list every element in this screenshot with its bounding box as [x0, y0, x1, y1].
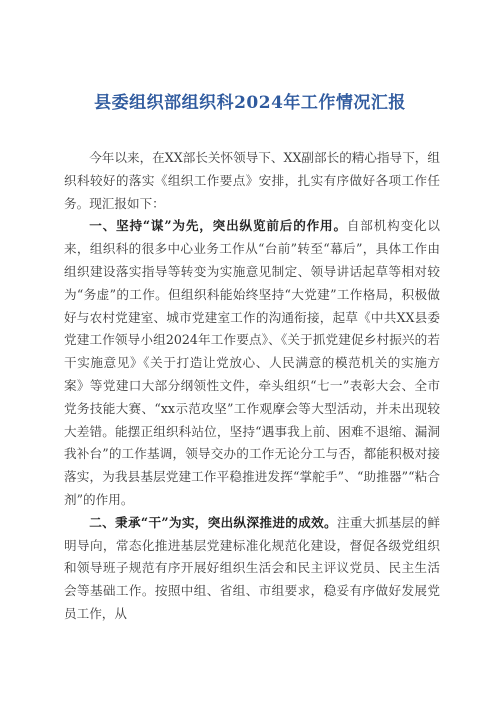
document-title: 县委组织部组织科2024年工作情况汇报	[94, 93, 406, 113]
section-text-2: 注重大抓基层的鲜明导向，常态化推进基层党建标准化规范化建设，督促各级党组织和领导班子规范有序开展好组织生活会和民主评议党员、民主生活会等基础工作。按照中组、省组、市组要求，稳妥有序做好发展党员工作，从	[64, 514, 440, 621]
intro-paragraph: 今年以来，在XX部长关怀领导下、XX副部长的精心指导下，组织科较好的落实《组织工作要点》安排，扎实有序做好各项工作任务。现汇报如下：	[64, 150, 440, 211]
section-heading-1: 一、坚持“谋”为先，突出纵览前后的作用。	[89, 218, 347, 234]
section-heading-2: 二、秉承“干”为实，突出纵深推进的成效。	[89, 514, 337, 530]
document-body	[64, 147, 440, 626]
section-paragraph-1	[64, 215, 440, 511]
section-text-1: 自部机构变化以来，组织科的很多中心业务工作从“台前”转至“幕后”，具体工作由组织建设落实指导等转变为实施意见制定、领导讲话起草等相对较为“务虚”的工作。但组织科能始终坚持“大党建”工作格局，积极做好与农村党建室、城市党建室工作的沟通衔接，起草《中共XX县委党建工作领导小组2024年工作要点》、《关于抓党建促乡村振兴的若干实施意见》《关于打造让党放心、人民满意的模范机关的实施方案》等党建口大部分纲领性文件，牵头组织“七一”表彰大会、全市党务技能大赛、“xx示范攻坚”工作观摩会等大型活动，并未出现较大差错。能摆正组织科站位，坚持“遇事我上前、困难不退缩、漏洞我补台”的工作基调，领导交办的工作无论分工与否，都能积极对接落实，为我县基层党建工作平稳推进发挥“掌舵手”、“助推器”“粘合剂”的作用。	[64, 218, 441, 507]
section-paragraph-2	[64, 512, 440, 626]
